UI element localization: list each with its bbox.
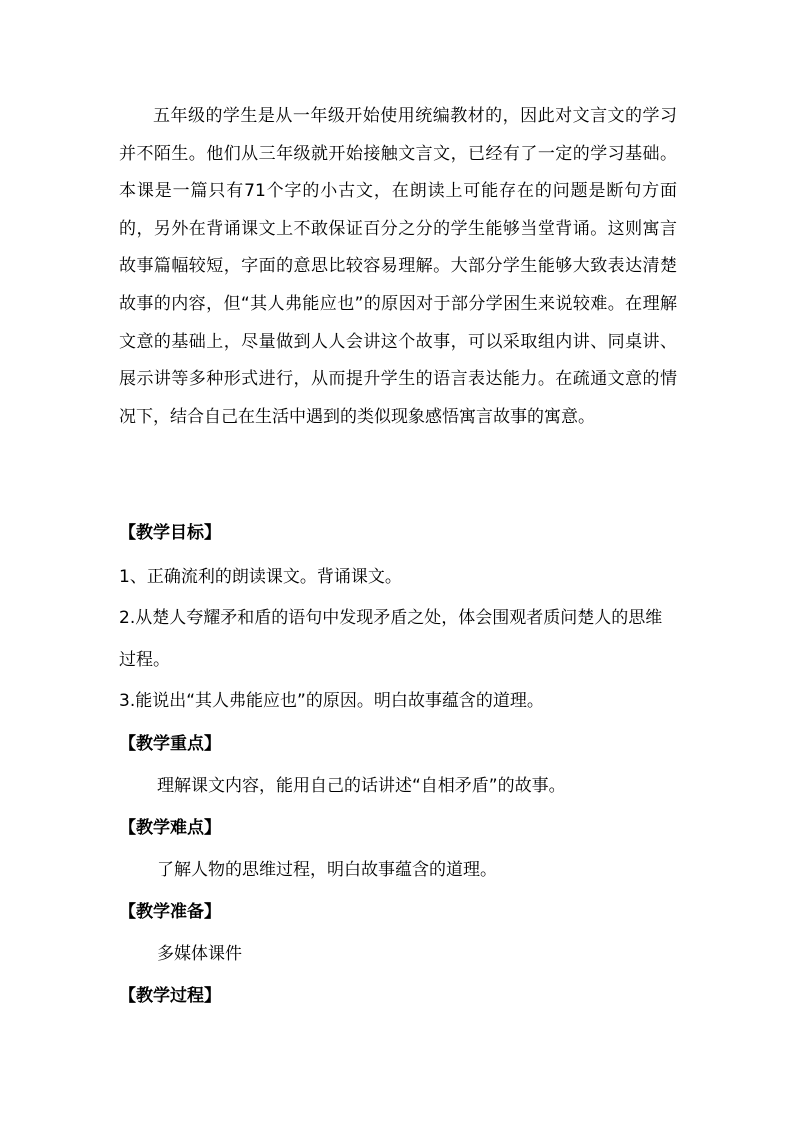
intro-paragraph: 五年级的学生是从一年级开始使用统编教材的，因此对文言文的学习并不陌生。他们从三年级就开始接触文言文，已经有了一定的学习基础。本课是一篇只有71个字的小古文，在朗读上可能存在的问题是断句方面的，另外在背诵课文上不敢保证百分之分的学生能够当堂背诵。这则寓言故事篇幅较短，字面的意思比较容易理解。大部分学生能够大致表达清楚故事的内容，但“其人弗能应也”的原因对于部分学困生来说较难。在理解文意的基础上，尽量做到人人会讲这个故事，可以采取组内讲、同桌讲、展示讲等多种形式进行，从而提升学生的语言表达能力。在疏通文意的情况下，结合自己在生活中遇到的类似现象感悟寓言故事的寓意。 — [119, 106, 677, 427]
difficulties-heading: 【教学难点】 — [119, 818, 221, 838]
key-points-content: 理解课文内容，能用自己的话讲述“自相矛盾”的故事。 — [157, 776, 566, 796]
objective-item-2: 2.从楚人夸耀矛和盾的语句中发现矛盾之处，体会围观者质问楚人的思维过程。 — [119, 608, 663, 670]
process-heading: 【教学过程】 — [119, 986, 221, 1006]
difficulties-content: 了解人物的思维过程，明白故事蕴含的道理。 — [157, 860, 497, 880]
preparation-heading: 【教学准备】 — [119, 902, 221, 922]
preparation-content: 多媒体课件 — [157, 944, 242, 964]
objective-item-3: 3.能说出“其人弗能应也”的原因。明白故事蕴含的道理。 — [119, 691, 544, 711]
objective-item-1: 1、正确流利的朗读课文。背诵课文。 — [119, 567, 402, 587]
objectives-heading: 【教学目标】 — [119, 523, 221, 543]
key-points-heading: 【教学重点】 — [119, 734, 221, 754]
